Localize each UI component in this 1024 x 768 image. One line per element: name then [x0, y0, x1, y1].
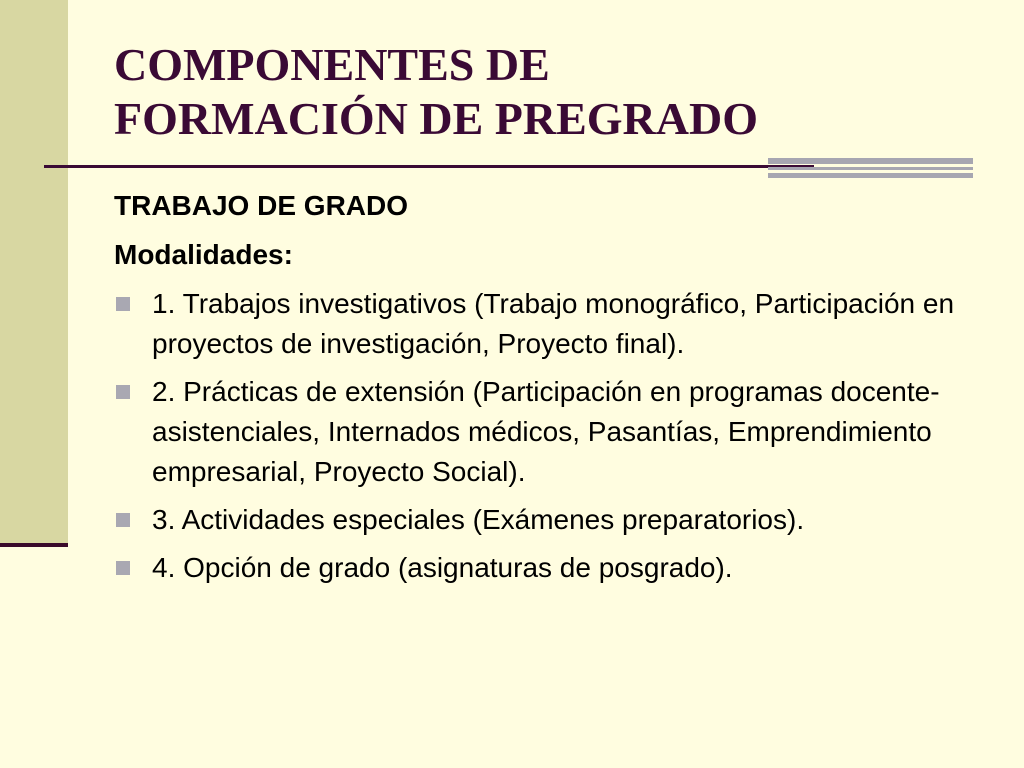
left-accent-line — [0, 543, 68, 547]
list-item — [114, 500, 984, 540]
square-bullet-icon — [116, 385, 130, 399]
square-bullet-icon — [116, 513, 130, 527]
list-item-text: 1. Trabajos investigativos (Trabajo monográfico, Participación en proyectos de investigación, Proyecto final). — [152, 288, 955, 359]
title-divider — [44, 165, 814, 168]
slide-title-line-2: FORMACIÓN DE PREGRADO — [114, 93, 758, 144]
slide-title — [114, 38, 994, 146]
divider-accent-stripe — [768, 167, 973, 170]
square-bullet-icon — [116, 297, 130, 311]
section-subheading: Modalidades: — [114, 239, 293, 270]
list-item-text: 3. Actividades especiales (Exámenes preparatorios). — [152, 504, 805, 535]
list-item-text: 2. Prácticas de extensión (Participación en programas docente-asistenciales, Internados médicos, Pasantías, Emprendimiento empresarial, Proyecto Social). — [152, 376, 940, 487]
slide-body — [114, 186, 984, 596]
square-bullet-icon — [116, 561, 130, 575]
slide-title-line-1: COMPONENTES DE — [114, 39, 550, 90]
modalities-list — [114, 284, 984, 588]
list-item — [114, 284, 984, 364]
list-item — [114, 372, 984, 492]
divider-accent-stripe — [768, 158, 973, 164]
list-item — [114, 548, 984, 588]
divider-accent-stripe — [768, 173, 973, 178]
section-heading: TRABAJO DE GRADO — [114, 190, 409, 221]
left-accent-bar — [0, 0, 68, 544]
list-item-text: 4. Opción de grado (asignaturas de posgrado). — [152, 552, 733, 583]
